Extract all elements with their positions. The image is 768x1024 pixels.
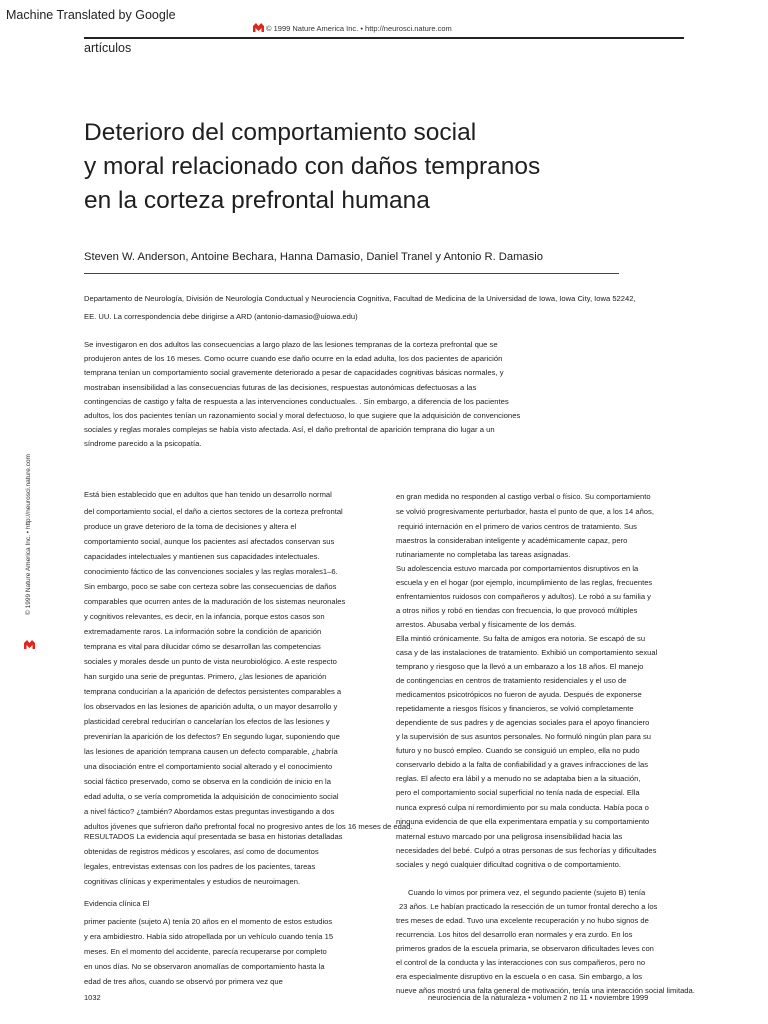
body-text-line: extremadamente raros. La información sobre la condición de aparición <box>84 627 322 636</box>
publisher-logo-icon <box>24 640 35 649</box>
body-text-line: capacidades intelectuales y mantienen sus capacidades intelectuales. <box>84 552 320 561</box>
body-text-line: pero el comportamiento social superficial no tenía nada de especial. Ella <box>396 788 640 797</box>
body-text-line: comportamiento social, aunque los pacientes así afectados conservan sus <box>84 537 335 546</box>
body-text-line: Está bien establecido que en adultos que han tenido un desarrollo normal <box>84 490 332 499</box>
body-text-line: temprana es vital para dilucidar cómo se desarrollan las competencias <box>84 642 321 651</box>
body-text-line: a nivel fáctico? ¿también? Abordamos estas preguntas investigando a dos <box>84 807 335 816</box>
body-text-line: recurrencia. Los hitos del desarrollo eran normales y era zurdo. En los <box>396 930 633 939</box>
body-text-line: Evidencia clínica El <box>84 899 150 908</box>
title-line: y moral relacionado con daños tempranos <box>84 153 541 180</box>
body-text-line: legales, entrevistas extensas con los padres de los pacientes, tareas <box>84 862 316 871</box>
body-text-line: edad de tres años, cuando se observó por primera vez que <box>84 977 283 986</box>
body-text-line: rutinariamente no completaba las tareas asignadas. <box>396 550 571 559</box>
section-label: artículos <box>84 41 132 55</box>
copyright-notice: © 1999 Nature America Inc. • http://neurosci.nature.com <box>266 24 452 33</box>
author-list: Steven W. Anderson, Antoine Bechara, Hanna Damasio, Daniel Tranel y Antonio R. Damasio <box>84 251 543 263</box>
body-text-line: meses. En el momento del accidente, parecía recuperarse por completo <box>84 947 327 956</box>
body-text-line: reglas. El afecto era lábil y a menudo no se adaptaba bien a la situación, <box>396 774 641 783</box>
title-line: Deterioro del comportamiento social <box>84 119 477 146</box>
body-text-line: 23 años. Le habían practicado la resección de un tumor frontal derecho a los <box>399 902 658 911</box>
body-text-line: una disociación entre el comportamiento social alterado y el conocimiento <box>84 762 333 771</box>
body-text-line: maternal estuvo marcado por una peligrosa insensibilidad hacia las <box>396 832 623 841</box>
body-text-line: arrestos. Abusaba verbal y físicamente de los demás. <box>396 620 577 629</box>
body-text-line: RESULTADOS La evidencia aquí presentada se basa en historias detalladas <box>84 832 343 841</box>
body-text-line: sociales y negó cualquier dificultad cognitiva o de comportamiento. <box>396 860 621 869</box>
abstract-line: produjeron antes de los 16 meses. Como ocurre cuando ese daño ocurre en la edad adulta, los dos pacientes de aparición <box>84 354 503 364</box>
body-text-line: edad adulta, o se vería comprometida la adquisición de conocimiento social <box>84 792 339 801</box>
body-text-line: del comportamiento social, el daño a ciertos sectores de la corteza prefrontal <box>84 507 343 516</box>
abstract-line: adultos, los dos pacientes tenían un razonamiento social y moral defectuoso, lo que sugiere que la adquisición de convenciones <box>84 411 521 421</box>
body-column-right <box>396 0 716 1024</box>
abstract-line: mostraban insensibilidad a las consecuencias futuras de las decisiones, respuestas autonómicas defectuosas a las <box>84 382 477 392</box>
body-text-line: Sin embargo, poco se sabe con certeza sobre las consecuencias de daños <box>84 582 337 591</box>
journal-citation: neurociencia de la naturaleza • volumen 2 no 11 • noviembre 1999 <box>428 993 649 1002</box>
body-text-line: de contingencias en centros de tratamiento residenciales y el uso de <box>396 676 627 685</box>
body-text-line: Cuando lo vimos por primera vez, el segundo paciente (sujeto B) tenía <box>408 888 646 897</box>
body-text-line: a otros niños y robó en tiendas con frecuencia, lo que provocó múltiples <box>396 606 638 615</box>
body-text-line: escuela y en el hogar (por ejemplo, incumplimiento de las reglas, frecuentes <box>396 578 653 587</box>
body-text-line: primeros grados de la escuela primaria, se observaron dificultades leves con <box>396 944 654 953</box>
body-text-line: prevenirían la aparición de los defectos? En segundo lugar, suponiendo que <box>84 732 340 741</box>
body-text-line: era especialmente disruptivo en la escuela o en casa. Sin embargo, a los <box>396 972 643 981</box>
body-text-line: y la supervisión de sus asuntos personales. No formuló ningún plan para su <box>396 732 651 741</box>
vertical-sidebar <box>23 454 37 675</box>
body-text-line: ninguna evidencia de que ella experimentara empatía y su comportamiento <box>396 817 650 826</box>
body-text-line: produce un grave deterioro de la toma de decisiones y altera el <box>84 522 297 531</box>
body-text-line: conocimiento fáctico de las convenciones sociales y las reglas morales1–6. <box>84 567 338 576</box>
body-text-line: temprana conducirían a la aparición de defectos persistentes comparables a <box>84 687 342 696</box>
affiliation-line: Departamento de Neurología, División de Neurología Conductual y Neurociencia Cognitiva, Facultad de Medicina de la Universidad de Iowa, Iowa City, Iowa 52242, <box>84 294 636 303</box>
body-text-line: medicamentos psicotrópicos no fueron de ayuda. Después de exponerse <box>396 690 642 699</box>
body-text-line: nunca expresó culpa ni remordimiento por su mala conducta. Había poca o <box>396 803 649 812</box>
body-text-line: cognitivas clínicas y experimentales y estudios de neuroimagen. <box>84 877 301 886</box>
body-text-line: Su adolescencia estuvo marcada por comportamientos disruptivos en la <box>396 564 639 573</box>
body-column-left <box>84 0 413 1024</box>
machine-translation-banner: Machine Translated by Google <box>6 8 176 22</box>
body-text-line: han surgido una serie de preguntas. Primero, ¿las lesiones de aparición <box>84 672 327 681</box>
body-text-line: adultos jóvenes que sufrieron daño prefrontal focal no progresivo antes de los 16 meses de edad. <box>84 822 413 831</box>
body-text-line: se volvió progresivamente perturbador, hasta el punto de que, a los 14 años, <box>396 507 654 516</box>
body-text-line: repetidamente a riesgos físicos y financieros, se volvió completamente <box>396 704 634 713</box>
body-text-line: primer paciente (sujeto A) tenía 20 años en el momento de estos estudios <box>84 917 333 926</box>
body-text-line: conservarlo debido a la falta de confiabilidad y a graves infracciones de las <box>396 760 649 769</box>
body-text-line: en unos días. No se observaron anomalías de comportamiento hasta la <box>84 962 325 971</box>
body-text-line: necesidades del bebé. Culpó a otras personas de sus fechorías y dificultades <box>396 846 657 855</box>
abstract-line: contingencias de castigo y falta de respuesta a las intervenciones conductuales. . Sin embargo, a diferencia de los pacientes <box>84 396 509 406</box>
body-text-line: Ella mintió crónicamente. Su falta de amigos era notoria. Se escapó de su <box>396 634 646 643</box>
body-text-line: social fáctico preservado, como se observa en la condición de inicio en la <box>84 777 331 786</box>
body-text-line: obtenidas de registros médicos y escolares, así como de documentos <box>84 847 319 856</box>
body-text-line: futuro y no buscó empleo. Cuando se consiguió un empleo, ella no pudo <box>396 746 640 755</box>
abstract-line: sociales y reglas morales complejas se había visto afectada. Así, el daño prefrontal de aparición temprana dio lugar a un <box>84 425 495 435</box>
body-text-line: y era ambidiestro. Había sido atropellada por un vehículo cuando tenía 15 <box>84 932 334 941</box>
body-text-line: las lesiones de aparición temprana causen un defecto comparable, ¿habría <box>84 747 338 756</box>
body-text-line: tres meses de edad. Tuvo una excelente recuperación y no hubo signos de <box>396 916 649 925</box>
body-text-line: plasticidad cerebral reducirían o cancelarían los efectos de las lesiones y <box>84 717 330 726</box>
body-text-line: comparables que ocurren antes de la maduración de los sistemas neuronales <box>84 597 346 606</box>
body-text-line: sociales y morales desde un punto de vista neurobiológico. A este respecto <box>84 657 337 666</box>
affiliation-line: EE. UU. La correspondencia debe dirigirse a ARD (antonio-damasio@uiowa.edu) <box>84 312 358 321</box>
body-text-line: maestros la consideraban inteligente y académicamente capaz, pero <box>396 536 628 545</box>
body-text-line: requirió internación en el primero de varios centros de tratamiento. Sus <box>398 522 637 531</box>
body-text-line: en gran medida no responden al castigo verbal o físico. Su comportamiento <box>396 492 651 501</box>
abstract-line: temprana tenían un comportamiento social gravemente deteriorado a pesar de capacidades cognitivas básicas normales, y <box>84 368 504 378</box>
body-text-line: dependiente de sus padres y de agencias sociales para el apoyo financiero <box>396 718 650 727</box>
body-text-line: casa y de las instalaciones de tratamiento. Exhibió un comportamiento sexual <box>396 648 658 657</box>
body-text-line: el control de la conducta y las interacciones con sus compañeros, pero no <box>396 958 646 967</box>
abstract-line: Se investigaron en dos adultos las consecuencias a largo plazo de las lesiones tempranas de la corteza prefrontal que se <box>84 340 498 349</box>
page-number: 1032 <box>84 993 101 1002</box>
body-text-line: nueve años mostró una falta general de motivación, tenía una interacción social limitada. <box>396 986 695 995</box>
abstract-line: síndrome parecido a la psicopatía. <box>84 439 202 449</box>
body-text-line: temprano y riesgoso que la llevó a un embarazo a los 18 años. El manejo <box>396 662 644 671</box>
body-text-line: los observados en las lesiones de aparición adulta, o un mayor desarrollo y <box>84 702 338 711</box>
body-text-line: enfrentamientos ruidosos con compañeros y adultos). Le robó a su familia y <box>396 592 651 601</box>
sidebar-copyright: © 1999 Nature America Inc. • http://neurosci.nature.com <box>25 454 32 615</box>
body-text-line: y cognitivos relevantes, es decir, en la infancia, porque estos casos son <box>84 612 325 621</box>
title-line: en la corteza prefrontal humana <box>84 187 430 214</box>
